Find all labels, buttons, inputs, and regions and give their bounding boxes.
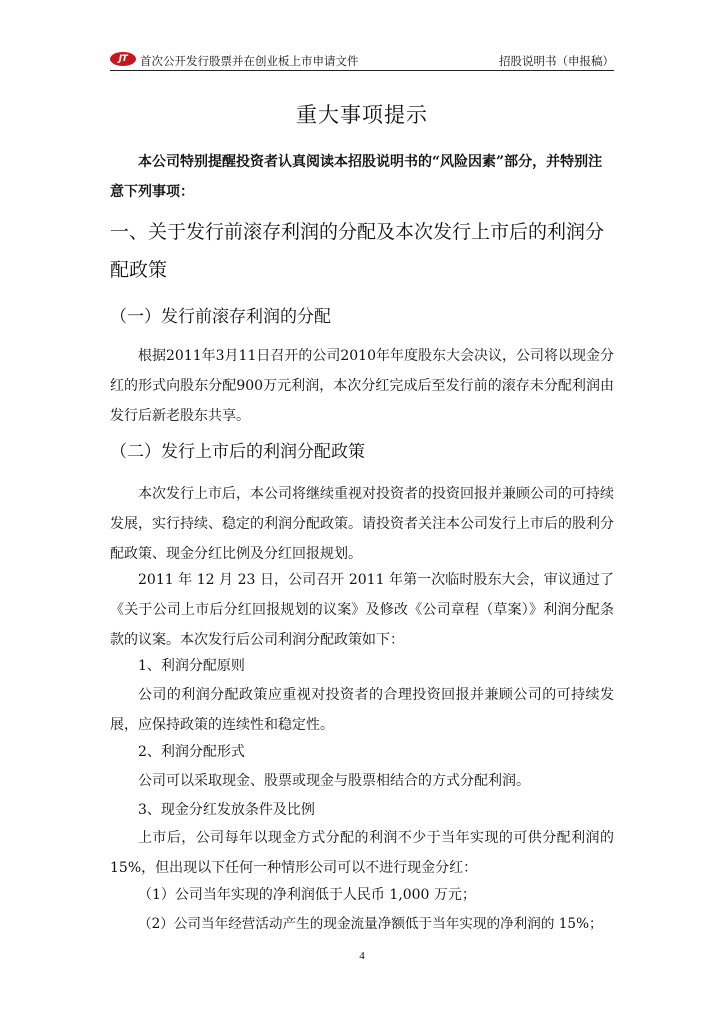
subsection-1-heading: （一）发行前滚存利润的分配: [110, 307, 331, 327]
cash-dividend-heading: 3、现金分红发放条件及比例: [138, 802, 315, 818]
subsection-2-paragraph-2: 2011 年 12 月 23 日，公司召开 2011 年第一次临时股东大会，审议通过了《关于公司上市后分红回报规划的议案》及修改《公司章程（草案）》利润分配条款的议案。本次发行后公司利润分配政策如下：: [110, 572, 614, 648]
principle-heading: 1、利润分配原则: [138, 658, 245, 674]
form-heading: 2、利润分配形式: [138, 744, 245, 760]
form-paragraph: 公司可以采取现金、股票或现金与股票相结合的方式分配利润。: [138, 773, 530, 789]
subsection-2-paragraph-1: 本次发行上市后，本公司将继续重视对投资者的投资回报并兼顾公司的可持续发展，实行持续、稳定的利润分配政策。请投资者关注本公司发行上市后的股利分配政策、现金分红比例及分红回报规划。: [110, 486, 614, 562]
condition-2: （2）公司当年经营活动产生的现金流量净额低于当年实现的净利润的 15%；: [138, 916, 603, 932]
page-number: 4: [359, 950, 365, 962]
principle-paragraph: 公司的利润分配政策应重视对投资者的合理投资回报并兼顾公司的可持续发展，应保持政策的连续性和稳定性。: [110, 687, 614, 733]
header-document-title: 首次公开发行股票并在创业板上市申请文件: [140, 54, 359, 68]
subsection-1-paragraph: 根据2011年3月11日召开的公司2010年年度股东大会决议，公司将以现金分红的形式向股东分配900万元利润，本次分红完成后至发行前的滚存未分配利润由发行后新老股东共享。: [110, 348, 614, 424]
page-header: [110, 50, 614, 71]
subsection-2-heading: （二）发行上市后的利润分配政策: [110, 442, 365, 462]
intro-paragraph: 本公司特别提醒投资者认真阅读本招股说明书的“风险因素”部分，并特别注意下列事项：: [110, 154, 603, 200]
page-title: 重大事项提示: [296, 103, 428, 127]
condition-1: （1）公司当年实现的净利润低于人民币 1,000 万元；: [138, 887, 476, 903]
cash-dividend-paragraph: 上市后，公司每年以现金方式分配的利润不少于当年实现的可供分配利润的15%，但出现以下任何一种情形公司可以不进行现金分红：: [110, 830, 614, 876]
company-logo: JT: [110, 52, 136, 66]
section-1-heading: 一、关于发行前滚存利润的分配及本次发行上市后的利润分配政策: [110, 221, 605, 281]
header-document-type: 招股说明书（申报稿）: [499, 54, 614, 68]
